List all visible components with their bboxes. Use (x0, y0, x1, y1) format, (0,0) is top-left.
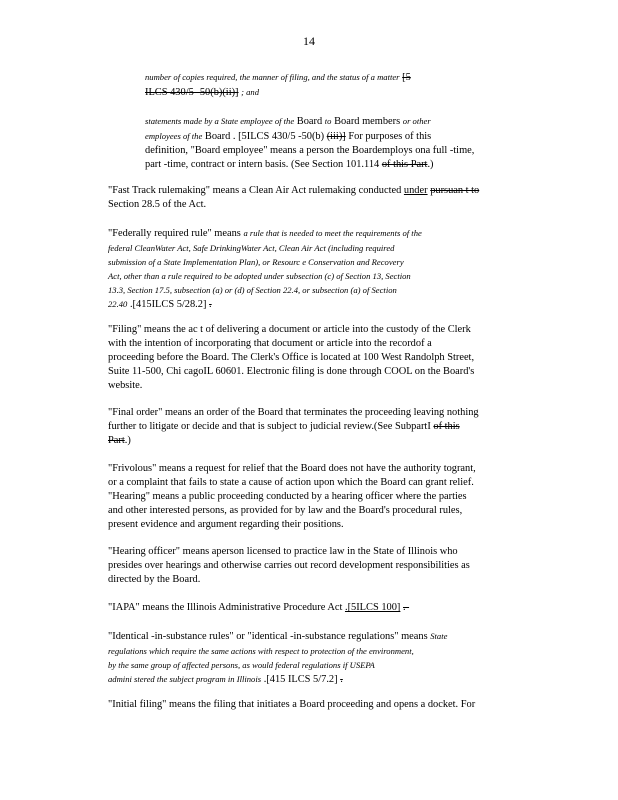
text-line: Act, other than a rule required to be adopted under subsection (c) of Section 13, Section (108, 271, 411, 281)
text-line: submission of a State Implementation Plan), or Resourc e Conservation and Recovery (108, 257, 404, 267)
definition-frivolous-and-hearing (108, 462, 540, 532)
paragraph-board-rules-end (145, 70, 540, 100)
definition-hearing-officer (108, 545, 540, 587)
text-line: number of copies required, the manner of filing, and the status of a matter [5 (145, 72, 411, 83)
text-line: "Identical -in-substance rules" or "identical -in-substance regulations" means State (108, 631, 448, 642)
text-line: "Frivolous" means a request for relief that the Board does not have the authority togrant, (108, 463, 476, 474)
text-line: Section 28.5 of the Act. (108, 199, 207, 210)
definition-iapa (108, 601, 540, 615)
definition-identical-in-substance (108, 629, 540, 687)
text-line: admini stered the subject program in Illinois .[415 ILCS 5/7.2] . (108, 674, 343, 685)
text-line: 22.40 .[415ILCS 5/28.2] . (108, 299, 212, 310)
definition-filing (108, 323, 540, 393)
text-line: Part.) (108, 435, 131, 446)
text-line: 13.3, Section 17.5, subsection (a) or (d) of Section 22.4, or subsection (a) of Section (108, 285, 397, 295)
text-line: Suite 11-500, Chi cagoIL 60601. Electronic filing is done through COOL on the Board's (108, 366, 475, 377)
page-number: 14 (303, 34, 315, 48)
text-line: statements made by a State employee of the Board to Board members or other (145, 116, 431, 127)
text-line: and other interested persons, as provided for by law and the Board's procedural rules, (108, 505, 463, 516)
text-line: directed by the Board. (108, 574, 201, 585)
text-line: "Filing" means the ac t of delivering a document or article into the custody of the Clerk (108, 324, 471, 335)
text-line: "IAPA" means the Illinois Administrative Procedure Act .[5ILCS 100] .- (108, 602, 410, 613)
text-line: "Final order" means an order of the Board that terminates the proceeding leaving nothing (108, 407, 479, 418)
text-line: proceeding before the Board. The Clerk's Office is located at 100 West Randolph Street, (108, 352, 475, 363)
text-line: further to litigate or decide and that is subject to judicial review.(See SubpartI of this (108, 421, 460, 432)
definition-final-order (108, 406, 540, 448)
text-line: employees of the Board . [5ILCS 430/5 -50(b) (iii)] For purposes of this (145, 131, 432, 142)
text-line: "Federally required rule" means a rule that is needed to meet the requirements of the (108, 228, 422, 239)
definition-federally-required-rule (108, 226, 540, 312)
text-line: federal CleanWater Act, Safe DrinkingWater Act, Clean Air Act (including required (108, 243, 395, 253)
definition-initial-filing (108, 698, 540, 712)
text-line: or a complaint that fails to state a cause of action upon which the Board can grant relief. (108, 477, 474, 488)
text-line: website. (108, 380, 143, 391)
text-line: ILCS 430/5 -50(b)(ii)] ; and (145, 87, 260, 98)
paragraph-statements (145, 114, 540, 172)
text-line: "Initial filing" means the filing that initiates a Board proceeding and opens a docket. For (108, 699, 476, 710)
text-line: "Fast Track rulemaking" means a Clean Air Act rulemaking conducted under pursuan t to (108, 185, 480, 196)
text-line: with the intention of incorporating that document or article into the recordof a (108, 338, 432, 349)
text-line: by the same group of affected persons, as would federal regulations if USEPA (108, 660, 375, 670)
text-line: regulations which require the same actions with respect to protection of the environment, (108, 646, 414, 656)
definition-fast-track-rulemaking (108, 184, 540, 212)
text-line: definition, "Board employee" means a person the Boardemploys ona full -time, (145, 145, 475, 156)
text-line: "Hearing" means a public proceeding conducted by a hearing officer where the parties (108, 491, 467, 502)
text-line: part -time, contract or intern basis. (See Section 101.114 of this Part.) (145, 159, 434, 170)
text-line: presides over hearings and otherwise carries out record development responsibilities as (108, 560, 470, 571)
text-line: present evidence and argument regarding their positions. (108, 519, 344, 530)
text-line: "Hearing officer" means aperson licensed to practice law in the State of Illinois who (108, 546, 458, 557)
